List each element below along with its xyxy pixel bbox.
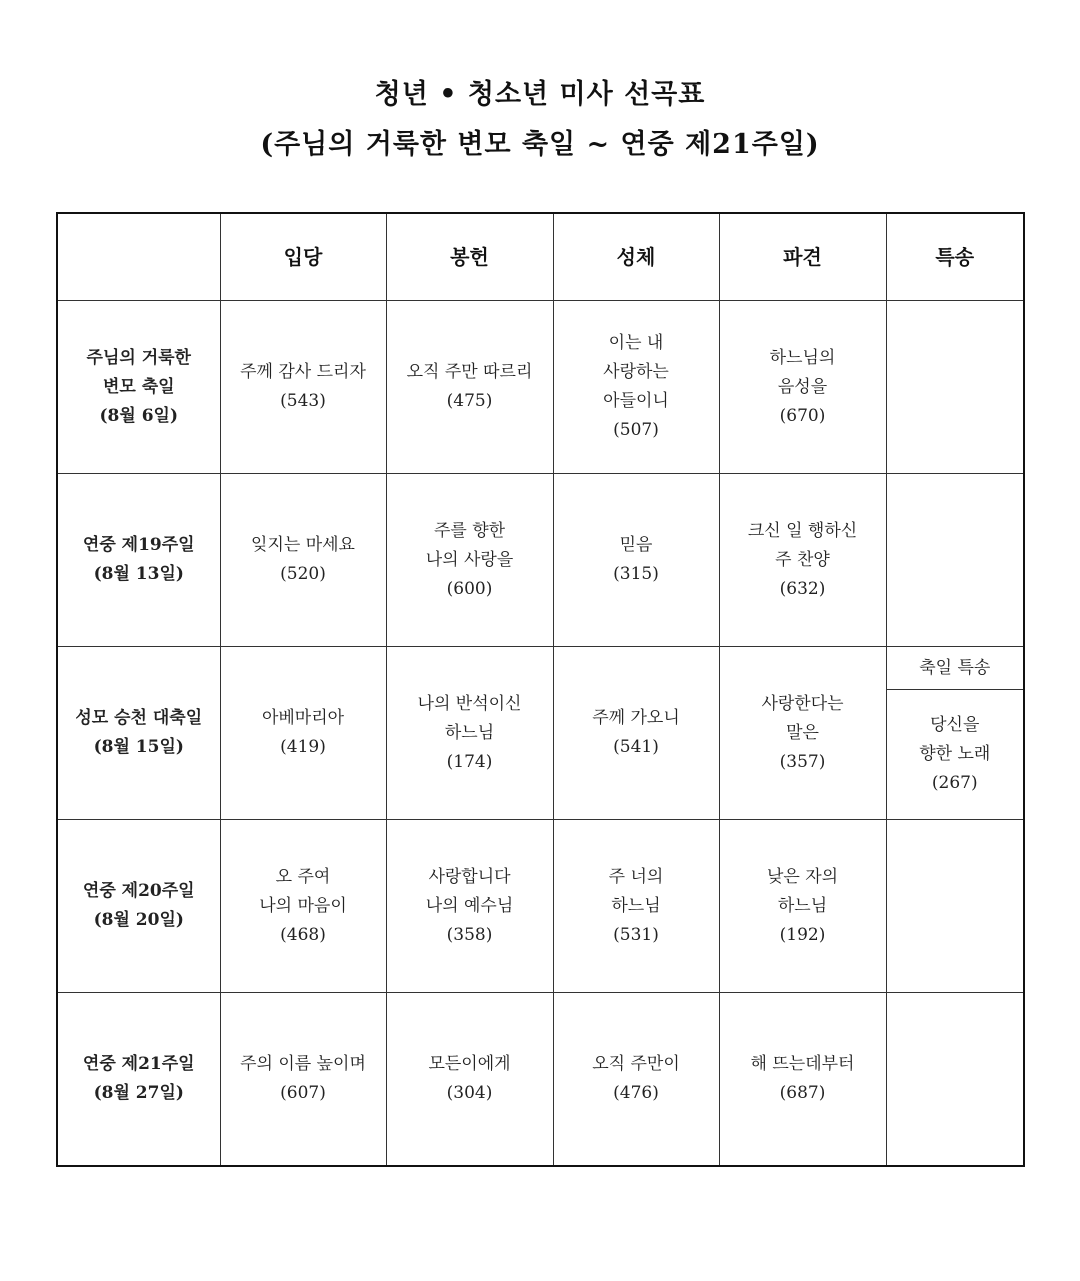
cell-line: (8월 6일)	[99, 405, 178, 426]
special-cell	[886, 647, 1024, 820]
cell-line: (357)	[779, 751, 826, 772]
cell-line: 오직 주만 따르리	[406, 362, 533, 382]
table-row	[57, 474, 1024, 647]
entrance-cell	[220, 820, 386, 993]
cell-line: 변모 축일	[102, 376, 175, 397]
cell-line: 하느님의	[769, 347, 836, 368]
cell-line: 향한 노래	[919, 744, 991, 764]
date-cell	[57, 474, 220, 647]
cell-line: (468)	[280, 924, 326, 945]
header-cell-special: 특송	[886, 213, 1024, 301]
offertory-cell	[386, 820, 553, 993]
table-row	[57, 820, 1024, 993]
communion-cell	[553, 301, 719, 474]
cell-line: (358)	[446, 924, 493, 945]
cell-line: (607)	[280, 1083, 326, 1103]
cell-line: 성모 승천 대축일	[75, 708, 203, 728]
communion-cell	[553, 993, 719, 1167]
cell-line: 크신 일 행하신	[747, 520, 858, 541]
table-row	[57, 993, 1024, 1167]
cell-line: 나의 사랑을	[425, 549, 514, 570]
table-row	[57, 301, 1024, 474]
cell-line: 연중 제19주일	[82, 535, 195, 555]
cell-line: 주의 이름 높이며	[240, 1054, 366, 1074]
date-cell	[57, 647, 220, 820]
special-cell	[886, 993, 1024, 1167]
cell-line: (475)	[446, 391, 493, 411]
communion-cell	[553, 474, 719, 647]
cell-line: 해 뜨는데부터	[750, 1054, 855, 1074]
cell-line: 낮은 자의	[766, 866, 839, 887]
title-line-2: (주님의 거룩한 변모 축일 ~ 연중 제21주일)	[260, 129, 820, 160]
cell-line: 주께 가오니	[592, 708, 680, 728]
table-row	[57, 647, 1024, 820]
communion-cell	[553, 820, 719, 993]
offertory-cell	[386, 993, 553, 1167]
cell-line: 나의 예수님	[425, 895, 514, 916]
entrance-cell	[220, 993, 386, 1167]
cell-line: 음성을	[777, 376, 828, 397]
cell-line: 연중 제21주일	[82, 1054, 195, 1074]
entrance-cell	[220, 647, 386, 820]
cell-line: 주님의 거룩한	[86, 347, 191, 368]
cell-line: (192)	[779, 924, 826, 945]
date-cell	[57, 301, 220, 474]
cell-line: (600)	[446, 578, 493, 599]
offertory-cell	[386, 301, 553, 474]
header-row	[57, 213, 1024, 301]
cell-line: 사랑한다는	[761, 693, 844, 714]
cell-line: (174)	[446, 751, 493, 772]
cell-line: 오 주여	[275, 866, 331, 887]
cell-line: (531)	[613, 924, 659, 945]
cell-line: 아들이니	[603, 391, 669, 411]
cell-line: (507)	[613, 420, 659, 440]
dismissal-cell	[719, 820, 886, 993]
dismissal-cell	[719, 647, 886, 820]
cell-line: 잊지는 마세요	[251, 535, 355, 555]
cell-line: 하느님	[611, 895, 661, 916]
cell-line: 주 찬양	[775, 549, 830, 570]
cell-line: 사랑하는	[603, 362, 669, 382]
date-cell	[57, 993, 220, 1167]
dismissal-cell	[719, 993, 886, 1167]
special-cell	[886, 474, 1024, 647]
cell-line: (8월 20일)	[93, 910, 184, 930]
header-cell-dismissal: 파견	[719, 213, 886, 301]
cell-line: 하느님	[444, 722, 495, 743]
cell-line: (8월 15일)	[93, 737, 184, 757]
cell-line: 나의 마음이	[259, 895, 347, 916]
cell-line: 주 너의	[608, 866, 664, 887]
cell-line: 이는 내	[608, 333, 664, 353]
date-cell	[57, 820, 220, 993]
cell-line: 주를 향한	[433, 520, 506, 541]
special-label: 축일 특송	[887, 647, 1024, 690]
cell-line: (419)	[280, 737, 326, 757]
cell-line: (632)	[779, 578, 826, 599]
cell-line: (267)	[931, 773, 978, 793]
cell-line: 모든이에게	[428, 1054, 511, 1074]
cell-line: 믿음	[619, 535, 653, 555]
dismissal-cell	[719, 301, 886, 474]
offertory-cell	[386, 474, 553, 647]
cell-line: 주께 감사 드리자	[240, 362, 366, 382]
cell-line: 말은	[786, 722, 819, 743]
cell-line: 연중 제20주일	[82, 881, 195, 901]
header-cell-entrance: 입당	[220, 213, 386, 301]
header-cell-offertory: 봉헌	[386, 213, 553, 301]
cell-line: (304)	[446, 1083, 493, 1103]
cell-line: 하느님	[777, 895, 828, 916]
header-cell-communion: 성체	[553, 213, 719, 301]
title-line-1: 청년 • 청소년 미사 선곡표	[374, 79, 706, 110]
cell-line: 오직 주만이	[592, 1054, 680, 1074]
special-song	[887, 690, 1024, 819]
communion-cell	[553, 647, 719, 820]
cell-line: (8월 13일)	[93, 564, 184, 584]
special-cell	[886, 820, 1024, 993]
cell-line: (520)	[280, 564, 326, 584]
entrance-cell	[220, 474, 386, 647]
cell-line: 나의 반석이신	[417, 693, 522, 714]
cell-line: (687)	[779, 1083, 826, 1103]
cell-line: (476)	[613, 1083, 659, 1103]
cell-line: 사랑합니다	[428, 866, 511, 887]
cell-line: (315)	[613, 564, 659, 584]
song-schedule-table	[56, 212, 1025, 1167]
cell-line: (543)	[280, 391, 326, 411]
cell-line: 아베마리아	[261, 708, 345, 728]
offertory-cell	[386, 647, 553, 820]
cell-line: (541)	[613, 737, 659, 757]
document-title	[0, 70, 1080, 170]
cell-line: (8월 27일)	[93, 1083, 184, 1103]
special-cell	[886, 301, 1024, 474]
entrance-cell	[220, 301, 386, 474]
dismissal-cell	[719, 474, 886, 647]
cell-line: (670)	[779, 405, 826, 426]
header-cell-empty	[57, 213, 220, 301]
cell-line: 당신을	[930, 715, 980, 735]
